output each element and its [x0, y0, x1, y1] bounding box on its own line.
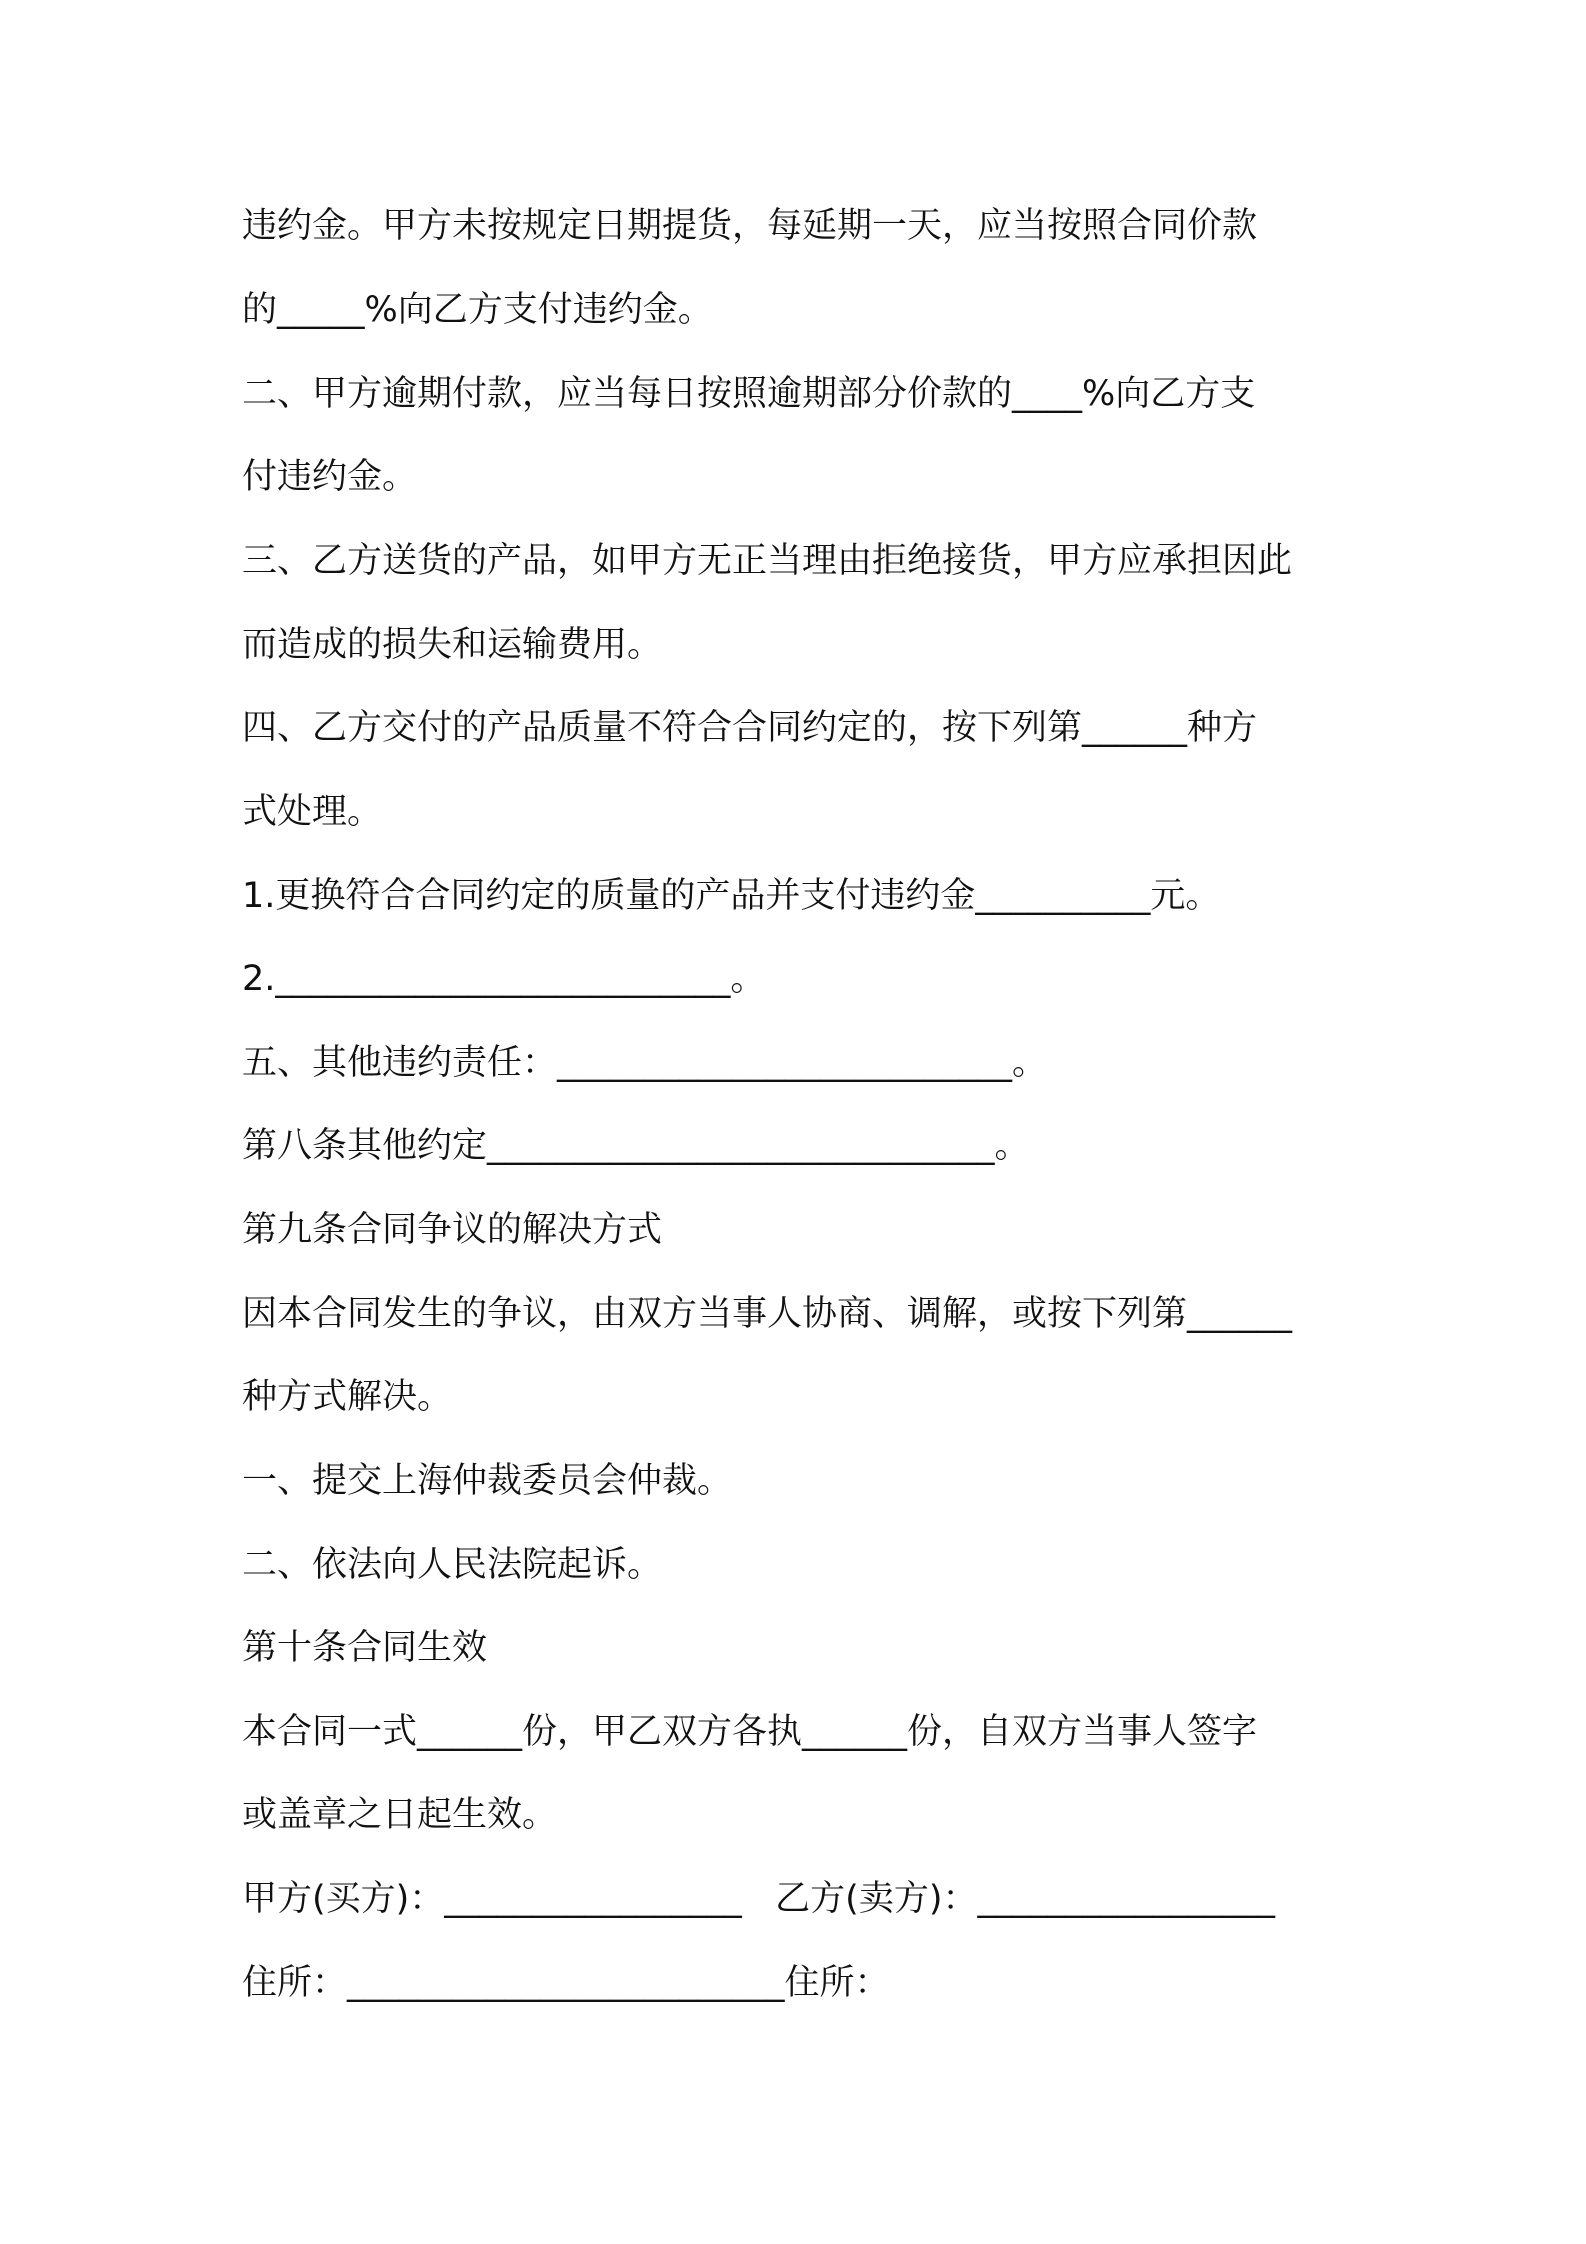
- text-line: 二、依法向人民法院起诉。: [242, 1545, 663, 1585]
- address-line: 住所：_________________________住所：: [242, 1963, 890, 2003]
- text-line: 五、其他违约责任：__________________________。: [242, 1043, 1048, 1083]
- section-heading: 第十条合同生效: [242, 1628, 488, 1668]
- text-line: 第八条其他约定_____________________________。: [242, 1126, 1030, 1166]
- text-line: 或盖章之日起生效。: [242, 1795, 558, 1835]
- text-line: 违约金。甲方未按规定日期提货，每延期一天，应当按照合同价款: [242, 206, 1258, 246]
- text-line: 四、乙方交付的产品质量不符合合同约定的，按下列第______种方: [242, 708, 1258, 748]
- section-heading: 第九条合同争议的解决方式: [242, 1210, 663, 1250]
- text-line: 三、乙方送货的产品，如甲方无正当理由拒绝接货，甲方应承担因此: [242, 541, 1293, 581]
- signature-parties-line: 甲方(买方)：_________________ 乙方(卖方)：_________________: [242, 1879, 1275, 1919]
- text-line: 1.更换符合合同约定的质量的产品并支付违约金__________元。: [242, 876, 1221, 916]
- text-line: 一、提交上海仲裁委员会仲裁。: [242, 1461, 733, 1501]
- text-line: 二、甲方逾期付款，应当每日按照逾期部分价款的____%向乙方支: [242, 374, 1256, 414]
- text-line: 的_____%向乙方支付违约金。: [242, 290, 713, 330]
- text-line: 种方式解决。: [242, 1377, 453, 1417]
- text-line: 而造成的损失和运输费用。: [242, 625, 663, 665]
- text-line: 本合同一式______份，甲乙双方各执______份，自双方当事人签字: [242, 1712, 1258, 1752]
- text-line: 因本合同发生的争议，由双方当事人协商、调解，或按下列第______: [242, 1294, 1293, 1334]
- text-line: 付违约金。: [242, 457, 418, 497]
- text-line: 式处理。: [242, 792, 383, 832]
- text-line: 2.__________________________。: [242, 959, 766, 999]
